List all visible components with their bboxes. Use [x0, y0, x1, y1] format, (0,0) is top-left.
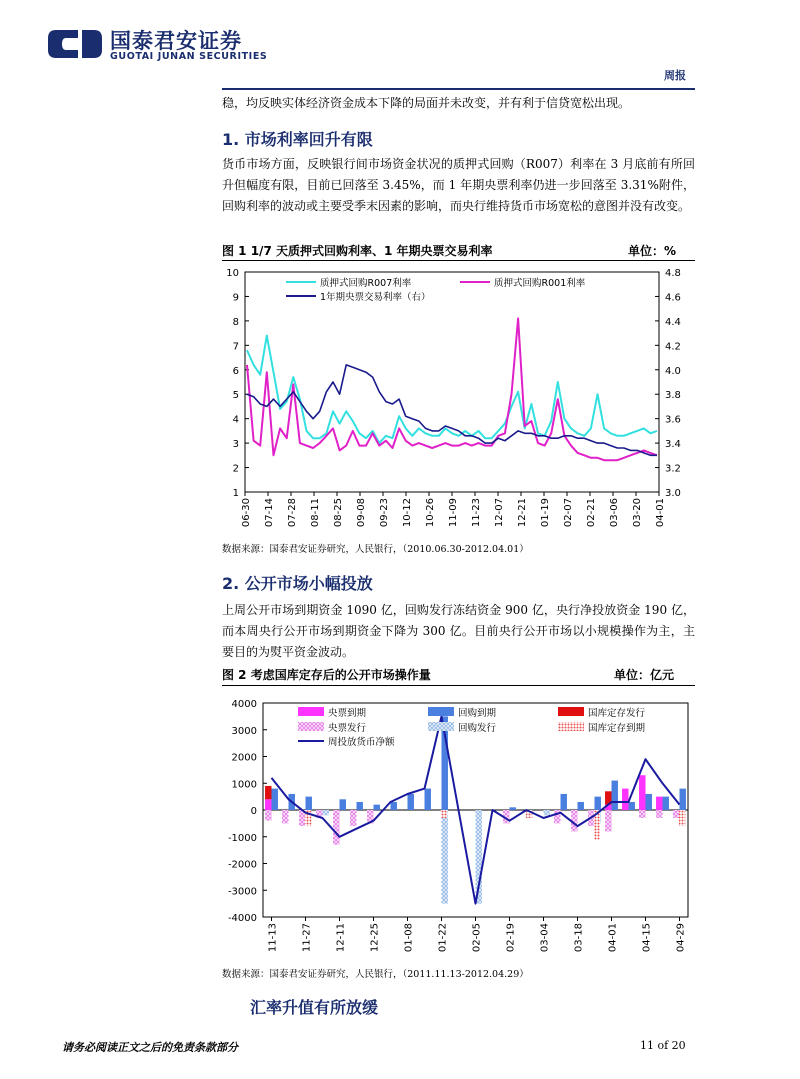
chart1-right-tick-label: 3.4 [665, 439, 681, 451]
chart2-y-tick-label: -2000 [227, 859, 257, 871]
chart1-x-tick-label: 08-11 [310, 498, 321, 528]
chart1-left-tick-label: 5 [232, 390, 239, 402]
chart2-bar [442, 810, 448, 904]
chart1-x-tick-label: 04-01 [655, 498, 666, 528]
figure1-chart [222, 262, 695, 534]
chart1-right-tick-label: 3.0 [665, 488, 681, 499]
chart1-right-tick-label: 4.0 [665, 365, 681, 377]
chart1-x-tick-label: 11-23 [471, 498, 482, 528]
chart1-x-tick-label: 07-28 [287, 498, 298, 528]
chart1-left-tick-label: 9 [232, 292, 239, 304]
chart1-x-tick-label: 02-07 [563, 498, 574, 528]
chart2-legend-swatch [428, 707, 454, 716]
chart2-legend-swatch [428, 722, 454, 731]
page-number: 11 of 20 [640, 1039, 686, 1052]
chart2-bar [605, 810, 611, 831]
chart2-x-tick-label: 12-11 [335, 923, 347, 953]
chart1-x-tick-label: 10-12 [402, 498, 413, 528]
intro-text: 稳，均反映实体经济资金成本下降的局面并未改变，并有利于信贷宽松出现。 [222, 96, 631, 110]
chart2-bar [544, 810, 550, 815]
chart2-bar [629, 802, 635, 810]
chart2-legend-label: 国库定存发行 [588, 708, 646, 719]
chart2-y-tick-label: -3000 [227, 886, 257, 898]
chart2-bar [679, 810, 685, 826]
chart2-legend-label: 回购发行 [458, 723, 497, 734]
chart2-bar [639, 810, 645, 818]
chart1-right-tick-label: 4.6 [665, 292, 681, 304]
company-name-cn: 国泰君安证券 [110, 29, 242, 53]
section2-title: 2. 公开市场小幅投放 [222, 574, 373, 593]
chart2-bar [510, 807, 516, 810]
chart2-x-tick-label: 04-01 [607, 923, 619, 953]
chart2-bar [673, 810, 679, 818]
chart2-legend-label: 回购到期 [458, 708, 497, 719]
chart2-bar [391, 802, 397, 810]
chart1-left-tick-label: 10 [226, 268, 239, 279]
chart1-x-tick-label: 10-26 [425, 498, 436, 528]
chart1-right-tick-label: 4.8 [665, 268, 681, 279]
chart2-y-tick-label: 4000 [231, 699, 257, 710]
chart2-y-tick-label: -4000 [227, 913, 257, 924]
chart1-x-tick-label: 02-21 [586, 498, 597, 528]
chart2-x-tick-label: 01-08 [403, 923, 415, 953]
report-type: 周报 [664, 69, 686, 82]
chart1-legend-label: 质押式回购R001利率 [494, 278, 586, 289]
chart2-x-tick-label: 12-25 [369, 923, 381, 953]
chart2-bar [639, 775, 645, 810]
chart1-x-tick-label: 12-21 [517, 498, 528, 528]
chart1-left-tick-label: 8 [232, 316, 239, 328]
chart2-bar [265, 799, 271, 810]
chart2-x-tick-label: 11-27 [301, 923, 313, 953]
chart1-left-tick-label: 3 [232, 439, 239, 451]
chart1-right-tick-label: 4.2 [665, 341, 681, 353]
chart2-bar [265, 786, 271, 799]
chart2-bar [612, 781, 618, 810]
chart2-legend-label: 国库定存到期 [588, 723, 646, 734]
header-divider [222, 88, 695, 90]
chart2-bar [408, 794, 414, 810]
figure1-divider [222, 260, 695, 261]
chart2-legend-swatch [558, 722, 584, 731]
figure1-unit: 单位：% [628, 244, 677, 258]
chart2-y-tick-label: 2000 [231, 752, 257, 764]
chart2-y-tick-label: 1000 [231, 779, 257, 791]
chart2-bar [578, 802, 584, 810]
footer-disclaimer: 请务必阅读正文之后的免责条款部分 [62, 1041, 238, 1054]
chart2-bar [374, 805, 380, 810]
figure1-title: 图 1 1/7 天质押式回购利率、1 年期央票交易利率 [222, 244, 493, 258]
chart1-left-tick-label: 2 [232, 463, 239, 475]
chart1-left-tick-label: 6 [232, 365, 239, 377]
chart1-x-tick-label: 09-23 [379, 498, 390, 528]
chart2-y-tick-label: 0 [250, 806, 257, 817]
chart1-plot-area [245, 272, 659, 492]
chart2-x-tick-label: 03-04 [539, 923, 551, 953]
chart2-legend-swatch [298, 707, 324, 716]
chart2-bar [265, 810, 271, 821]
chart2-x-tick-label: 04-29 [675, 923, 687, 953]
chart2-bar [646, 794, 652, 810]
chart1-x-tick-label: 07-14 [264, 498, 275, 528]
chart2-bar [340, 799, 346, 810]
figure2-divider [222, 685, 695, 686]
chart2-bar [680, 789, 686, 810]
chart2-legend-swatch [298, 722, 324, 731]
chart1-left-tick-label: 7 [232, 341, 239, 353]
chart1-x-tick-label: 08-25 [333, 498, 344, 528]
company-name-en: GUOTAI JUNAN SECURITIES [110, 51, 268, 62]
chart2-x-tick-label: 04-15 [641, 923, 653, 953]
chart1-x-tick-label: 03-06 [609, 498, 620, 528]
chart2-bar [323, 810, 329, 815]
chart1-x-tick-label: 03-20 [632, 498, 643, 528]
chart2-legend-swatch [558, 707, 584, 716]
chart2-legend-label: 央票发行 [328, 723, 367, 734]
section2-body: 上周公开市场到期资金 1090 亿，回购发行冻结资金 900 亿，央行净投放资金 190 亿，而本周央行公开市场到期资金下降为 300 亿。目前央行公开市场以小规模操作为主，主要目的为熨平资金波动。 [222, 603, 695, 659]
figure1-source: 数据来源：国泰君安证券研究，人民银行，（2010.06.30-2012.04.01） [222, 544, 529, 555]
chart2-bar [656, 797, 662, 810]
figure2-chart [222, 690, 695, 964]
company-logo [48, 24, 308, 64]
chart1-x-tick-label: 09-08 [356, 498, 367, 528]
chart2-bar [561, 794, 567, 810]
chart2-y-tick-label: -1000 [227, 832, 257, 844]
chart2-bar [357, 802, 363, 810]
chart2-bar [350, 810, 356, 826]
chart1-left-tick-label: 1 [232, 488, 239, 499]
section1-body: 货币市场方面，反映银行间市场资金状况的质押式回购（R007）利率在 3 月底前有所回升但幅度有限，目前已回落至 3.45%，而 1 年期央票利率仍进一步回落至 3.31%附件，回购利率的波动或主要受季末因素的影响，而央行维持货币市场宽松的意图并没有改变。 [222, 157, 695, 213]
chart2-x-tick-label: 02-19 [505, 923, 517, 953]
chart2-bar [595, 797, 601, 810]
section3-title: 汇率升值有所放缓 [250, 998, 379, 1017]
chart2-bar [272, 789, 278, 810]
chart2-bar [425, 789, 431, 810]
chart2-bar [333, 810, 339, 845]
chart2-y-tick-label: 3000 [231, 725, 257, 737]
chart1-right-tick-label: 4.4 [665, 316, 681, 328]
logo-emblem-icon [48, 24, 104, 64]
chart1-right-tick-label: 3.2 [665, 463, 681, 475]
figure2-unit: 单位：亿元 [614, 668, 675, 682]
chart2-bar [663, 797, 669, 810]
chart2-bar [282, 810, 288, 823]
figure2-source: 数据来源：国泰君安证券研究，人民银行，（2011.11.13-2012.04.29） [222, 969, 529, 980]
chart1-legend-label: 质押式回购R007利率 [320, 278, 412, 289]
chart1-x-tick-label: 01-19 [540, 498, 551, 528]
chart2-legend-label: 央票到期 [328, 708, 367, 719]
figure2-title: 图 2 考虑国库定存后的公开市场操作量 [222, 668, 431, 682]
chart2-x-tick-label: 03-18 [573, 923, 585, 953]
chart2-bar [441, 810, 447, 818]
chart2-x-tick-label: 11-13 [267, 923, 279, 953]
chart2-x-tick-label: 02-05 [471, 923, 483, 953]
chart2-x-tick-label: 01-22 [437, 923, 449, 953]
chart2-bar [306, 797, 312, 810]
section1-title: 1. 市场利率回升有限 [222, 130, 373, 149]
chart1-left-tick-label: 4 [232, 414, 239, 426]
chart1-legend-label: 1年期央票交易利率（右） [320, 292, 431, 303]
chart2-legend-label: 周投放货币净额 [328, 737, 395, 748]
chart2-bar [656, 810, 662, 818]
chart1-x-tick-label: 06-30 [241, 498, 252, 528]
chart1-x-tick-label: 11-09 [448, 498, 459, 528]
chart2-bar [622, 789, 628, 810]
chart1-right-tick-label: 3.6 [665, 414, 681, 426]
chart1-x-tick-label: 12-07 [494, 498, 505, 528]
chart1-right-tick-label: 3.8 [665, 390, 681, 402]
